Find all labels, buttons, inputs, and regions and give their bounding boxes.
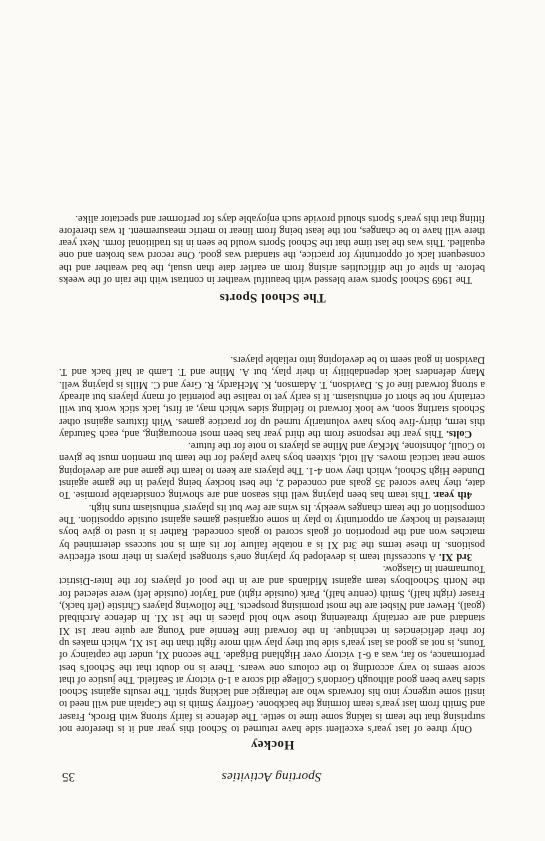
fourth-year-label: 4th year.	[432, 489, 472, 501]
fourth-year-paragraph	[59, 439, 485, 500]
fourth-year-text: This team has been playing well this season and are showing considerable promise. To date, they have scored 35 goals and conceded 2, the best hockey being played in the game against Dundee High School, which they won 4-1. The players are keen to learn the game and are developing some neat tactical moves. All told, sixteen boys have played for the team but mention must be given to Coull, Johnstone, McKay and Milne as players to note for the future.	[59, 440, 485, 501]
page-number: 35	[62, 770, 75, 785]
hockey-heading: Hockey	[250, 738, 295, 753]
page-header	[58, 765, 485, 785]
running-title: Sporting Activities	[221, 770, 322, 785]
hockey-intro-paragraph: Only three of last year's excellent side have returned to School this year and it is therefore not surprising that the team is taking some time to settle. The defence is fairly strong with Brock, Fraser and Smith from last year's team forming the backbone. Geoffrey Smith is the Captain and will need to instil some urgency into his forwards who are lethargic and lacking spirit. The results against School sides have been good although Gordon's College did score a 1-0 victory at Seafield. The justice of that score seems to vary according to the colours one wears. There is no doubt that the School's best performance, so far, was a 6-1 victory over Highland Brigade. The second XI, under the captaincy of Touns, is not as good as last year's side but they play with more fight than the 1st XI, which makes up for their deficiencies in technique. In the forward line Rennie and Young are quite near 1st XI standard and are certainly threatening those who hold places in the 1st XI. In defence Archibald (goal), Hewer and Nisbet are the most promising prospects. The following players Christie (left back), Fraser (right half), Smith (centre half), Park (outside right) and Taylor (outside left) were selected for the North Schoolboys team against Midlands and are in the pool of players for the Inter-District Tournament in Glasgow.	[59, 563, 485, 734]
third-xi-paragraph	[59, 500, 485, 561]
colts-label: Colts.	[446, 427, 472, 439]
school-sports-heading: The School Sports	[219, 291, 326, 306]
school-sports-paragraph: The 1969 School Sports were blessed with beautiful weather in contrast with the rain of the weeks before. In spite of the difficulties arising from an earlier date than usual, the bad weather and the consequent lack of opportunity for practice, the standard was good. One record was broken and one equalled. This was the last time that the School Sports would be seen in its traditional form. Next year there will have to be changes, not the least being from linear to metric measurement. It was therefore fitting that this year's Sports should provide such enjoyable days for performer and spectator alike.	[59, 212, 485, 285]
school-sports-section	[59, 211, 485, 285]
third-xi-text: A successful team is developed by playing one's strongest players in their most effective positions. In these terms the 3rd XI is a notable failure for its aim is not success determined by matches won and the proportion of goals scored to goals conceded. Rather is it used to give boys interested in hockey an opportunity to play in some organised games against outside opposition. The composition of the team changes weekly. Its wins are few but its players' enthusiasm runs high.	[59, 501, 485, 562]
colts-text: This year the response from the third year has been most encouraging, and, each Saturday this term, thirty-five boys have voluntarily turned up for practice games. With fixtures against other Schools starting soon, we look forward to fielding sides which may, at first, lack stick work but will certainly not be short of enthusiasm. It is early yet to realise the potential of many players but already a strong forward line of S. Davidson, T. Adamson, K. McHardy, R. Grey and C. Mills is playing well. Many defenders lack dependability in their play, but A. Milne and T. Lamb at half back and T. Davidson in goal seem to be developing into reliable players.	[59, 354, 485, 439]
colts-paragraph	[59, 353, 485, 439]
hockey-section	[59, 353, 485, 734]
third-xi-label: 3rd XI.	[438, 550, 472, 562]
